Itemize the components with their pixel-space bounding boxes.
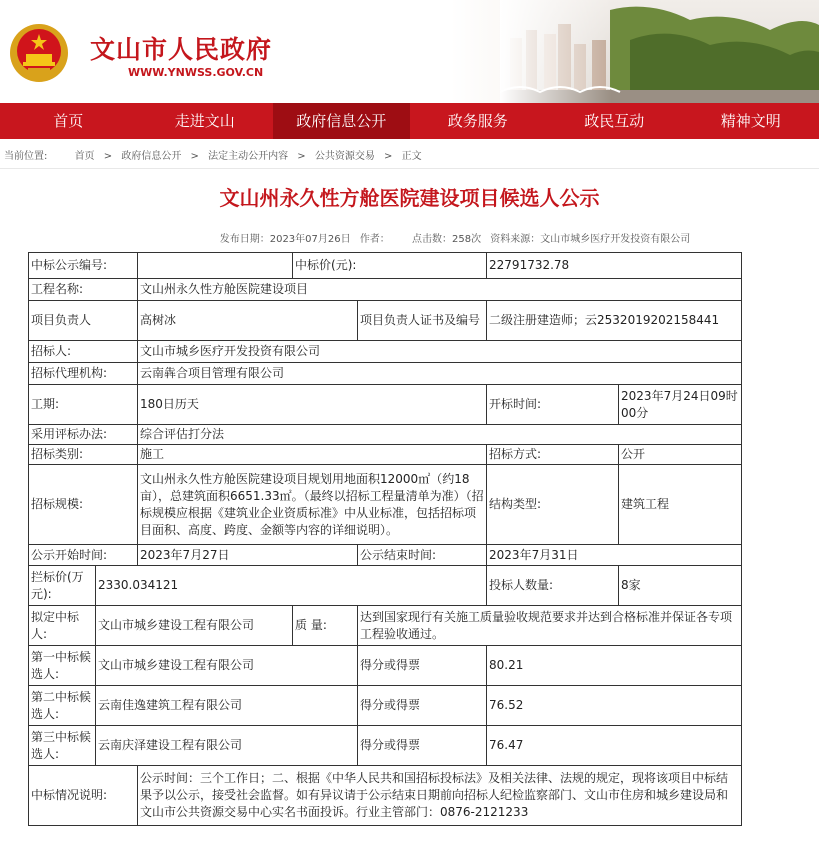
table-row (29, 465, 742, 545)
label-tender-method: 招标方式: (487, 445, 619, 465)
label-first-score: 得分或得票 (358, 646, 487, 686)
label-evaluation-method: 采用评标办法: (29, 425, 138, 445)
label-structure-type: 结构类型: (487, 465, 619, 545)
value-third-score: 76.47 (487, 726, 742, 766)
label-duration: 工期: (29, 385, 138, 425)
breadcrumb-current: 正文 (401, 151, 422, 162)
label-first-candidate: 第一中标候选人: (29, 646, 96, 686)
value-structure-type: 建筑工程 (619, 465, 742, 545)
table-row (29, 726, 742, 766)
breadcrumb-gov-info[interactable]: 政府信息公开 (121, 151, 182, 162)
value-second-score: 76.52 (487, 686, 742, 726)
value-tenderer: 文山市城乡医疗开发投资有限公司 (138, 341, 742, 363)
label-third-candidate: 第三中标候选人: (29, 726, 96, 766)
value-second-candidate: 云南佳逸建筑工程有限公司 (96, 686, 358, 726)
table-row (29, 363, 742, 385)
label-notice-end: 公示结束时间: (358, 545, 487, 566)
label-bidder-count: 投标人数量: (487, 566, 619, 606)
label-third-score: 得分或得票 (358, 726, 487, 766)
divider (0, 168, 819, 169)
label-tender-category: 招标类别: (29, 445, 138, 465)
table-row (29, 646, 742, 686)
value-evaluation-method: 综合评估打分法 (138, 425, 742, 445)
label-notice-start: 公示开始时间: (29, 545, 138, 566)
breadcrumb-statutory[interactable]: 法定主动公开内容 (208, 151, 289, 162)
breadcrumb-separator: > (103, 151, 113, 162)
label-ceiling-price: 拦标价(万元): (29, 566, 96, 606)
value-bid-opening-time: 2023年7月24日09时00分 (619, 385, 742, 425)
label-bid-opening-time: 开标时间: (487, 385, 619, 425)
national-emblem-icon (8, 22, 70, 84)
label-project-name: 工程名称: (29, 279, 138, 301)
nav-gov-services[interactable]: 政务服务 (447, 112, 508, 130)
site-header (0, 0, 819, 103)
label-award-notes: 中标情况说明: (29, 766, 138, 826)
table-row (29, 279, 742, 301)
nav-interaction[interactable]: 政民互动 (584, 112, 645, 130)
label-leader-certificate: 项目负责人证书及编号 (358, 301, 487, 341)
value-tender-method: 公开 (619, 445, 742, 465)
bid-info-table (28, 252, 742, 826)
site-name[interactable]: 文山市人民政府 (90, 35, 273, 64)
value-award-notes: 公示时间：三个工作日；二、根据《中华人民共和国招标投标法》及相关法律、法规的规定，现将该项目中标结果予以公示，接受社会监督。如有异议请于公示结束日期前向招标人纪检监察部门、文山市住房和城乡建设局和文山市公共资源交易中心实名书面投诉。行业主管部门：0876-2121233 (138, 766, 742, 826)
value-third-candidate: 云南庆泽建设工程有限公司 (96, 726, 358, 766)
city-skyline-banner (500, 0, 819, 103)
author: 作者： (359, 234, 390, 245)
value-tender-scale: 文山州永久性方舱医院建设项目规划用地面积12000㎡（约18亩），总建筑面积6651.33㎡。（最终以招标工程量清单为准）（招标规模应根据《建筑业企业资质标准》中从业标准，包括招标项目面积、高度、跨度、金额等内容的详细说明）。 (138, 465, 487, 545)
value-leader-certificate: 二级注册建造师；云2532019202158441 (487, 301, 742, 341)
label-tender-scale: 招标规模: (29, 465, 138, 545)
value-tender-category: 施工 (138, 445, 487, 465)
breadcrumb-public-resources[interactable]: 公共资源交易 (314, 151, 375, 162)
value-duration: 180日历天 (138, 385, 487, 425)
value-tender-agent: 云南犇合项目管理有限公司 (138, 363, 742, 385)
source: 资料来源：文山市城乡医疗开发投资有限公司 (490, 234, 691, 245)
value-quality: 达到国家现行有关施工质量验收规范要求并达到合格标准并保证各专项工程验收通过。 (358, 606, 742, 646)
main-nav (0, 103, 819, 139)
label-bid-price: 中标价(元): (293, 253, 487, 279)
label-quality: 质 量: (293, 606, 358, 646)
click-count: 点击数：258次 (412, 234, 482, 245)
site-url[interactable]: WWW.YNWSS.GOV.CN (128, 66, 264, 79)
value-first-candidate: 文山市城乡建设工程有限公司 (96, 646, 358, 686)
table-row (29, 566, 742, 606)
label-proposed-winner: 拟定中标人: (29, 606, 96, 646)
nav-civilization[interactable]: 精神文明 (720, 112, 781, 130)
article-meta (0, 230, 819, 245)
table-row (29, 385, 742, 425)
article-title: 文山州永久性方舱医院建设项目候选人公示 (219, 186, 600, 210)
nav-gov-info[interactable]: 政府信息公开 (273, 103, 410, 139)
value-ceiling-price: 2330.034121 (96, 566, 487, 606)
breadcrumb (4, 147, 428, 162)
value-bid-number (138, 253, 293, 279)
breadcrumb-prefix: 当前位置: (4, 151, 48, 162)
value-notice-end: 2023年7月31日 (487, 545, 742, 566)
breadcrumb-separator: > (190, 151, 199, 162)
label-tender-agent: 招标代理机构: (29, 363, 138, 385)
breadcrumb-home[interactable]: 首页 (74, 151, 95, 162)
value-notice-start: 2023年7月27日 (138, 545, 358, 566)
breadcrumb-separator: > (384, 151, 393, 162)
table-row (29, 425, 742, 445)
value-project-leader: 高树冰 (138, 301, 358, 341)
nav-home[interactable]: 首页 (53, 112, 84, 130)
label-second-score: 得分或得票 (358, 686, 487, 726)
breadcrumb-separator: > (297, 151, 306, 162)
label-tenderer: 招标人: (29, 341, 138, 363)
label-project-leader: 项目负责人 (29, 301, 138, 341)
table-row (29, 545, 742, 566)
table-row (29, 341, 742, 363)
value-first-score: 80.21 (487, 646, 742, 686)
table-row (29, 253, 742, 279)
publish-date: 发布日期：2023年07月26日 (219, 234, 351, 245)
value-project-name: 文山州永久性方舱医院建设项目 (138, 279, 742, 301)
value-bidder-count: 8家 (619, 566, 742, 606)
value-bid-price: 22791732.78 (487, 253, 742, 279)
table-row (29, 606, 742, 646)
label-bid-number: 中标公示编号: (29, 253, 138, 279)
label-second-candidate: 第二中标候选人: (29, 686, 96, 726)
table-row (29, 445, 742, 465)
table-row (29, 301, 742, 341)
nav-about-wenshan[interactable]: 走进文山 (174, 112, 235, 130)
table-row (29, 766, 742, 826)
value-proposed-winner: 文山市城乡建设工程有限公司 (96, 606, 293, 646)
table-row (29, 686, 742, 726)
